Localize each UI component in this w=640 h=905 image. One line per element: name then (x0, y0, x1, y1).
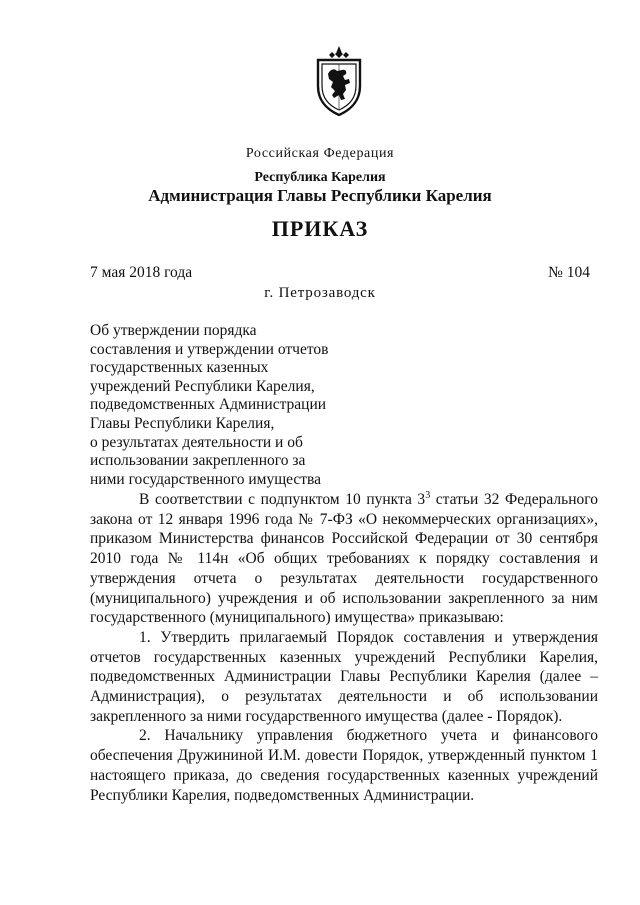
subject-line: использовании закрепленного за (90, 452, 306, 470)
subject-line: государственных казенных (90, 359, 269, 377)
subject-line: о результатах деятельности и об (90, 433, 303, 451)
document-date: 7 мая 2018 года (90, 264, 193, 281)
coat-of-arms-icon (312, 46, 366, 116)
document-body (90, 490, 598, 805)
administration-label: Администрация Главы Республики Карелия (148, 186, 492, 205)
subject-line: подведомственных Администрации (90, 396, 327, 414)
republic-label: Республика Карелия (254, 170, 386, 185)
document-subject (90, 322, 380, 489)
subject-line: составления и утверждении отчетов (90, 340, 329, 358)
body-paragraph-item-1: 1. Утвердить прилагаемый Порядок составления и утверждения отчетов государственных казенных учреждений Республики Карелия, подведомственных Администрации Главы Республики Карелия (далее – Администрация), о результатах деятельности и об использовании закрепленного за ними государственного имущества (далее - Порядок). (90, 628, 598, 725)
subject-line: Об утверждении порядка (90, 322, 257, 339)
document-number: № 104 (548, 264, 590, 281)
document-title: ПРИКАЗ (271, 216, 369, 241)
body-paragraph-item-2: 2. Начальнику управления бюджетного учета и финансового обеспечения Дружининой И.М. довести Порядок, утвержденный пунктом 1 настоящего приказа, до сведения государственных казенных учреждений Республики Карелия, подведомственных Администрации. (90, 727, 598, 804)
federation-label: Российская Федерация (245, 146, 395, 161)
subject-line: учреждений Республики Карелия, (90, 377, 315, 395)
document-city: г. Петрозаводск (264, 285, 376, 301)
superscript: 3 (425, 489, 431, 501)
subject-line: Главы Республики Карелия, (90, 414, 275, 432)
subject-line: ними государственного имущества (90, 470, 322, 488)
body-paragraph-preamble: В соответствии с подпунктом 10 пункта $3^3$ статьи 32 Федерального закона от 12 января 1996 года № 7-ФЗ «О некоммерческих организациях», приказом Министерства финансов Российской Федерации от 30 сентября 2010 года № 114н «Об общих требованиях к порядку составления и утверждения отчета о результатах деятельности государственного (муниципального) учреждения и об использовании закрепленного за ним государственного (муниципального) имущества» приказываю: (90, 489, 598, 627)
